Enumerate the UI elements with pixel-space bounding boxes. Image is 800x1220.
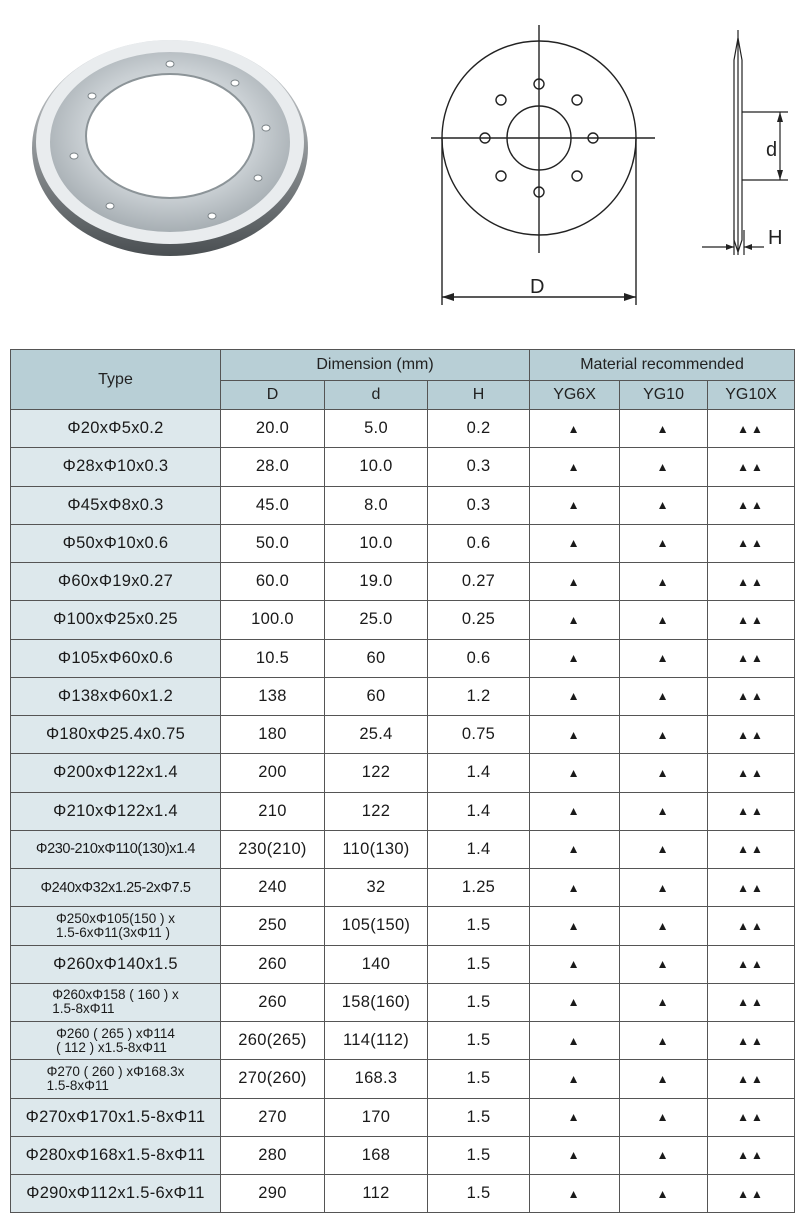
cell-yg10: ▲ xyxy=(620,983,708,1021)
cell-yg10x: ▲▲ xyxy=(708,907,795,945)
cell-d: 105(150) xyxy=(325,907,428,945)
label-D: D xyxy=(530,276,545,298)
header-yg6x: YG6X xyxy=(530,381,620,410)
cell-H: 1.25 xyxy=(428,869,530,907)
type-line: Φ270 ( 260 ) xΦ168.3x xyxy=(46,1063,185,1079)
cell-D: 180 xyxy=(221,716,325,754)
cell-yg6x: ▲ xyxy=(530,907,620,945)
cell-yg10x: ▲▲ xyxy=(708,1175,795,1213)
type-line: Φ260xΦ158 ( 160 ) x xyxy=(52,987,179,1003)
cell-yg10: ▲ xyxy=(620,754,708,792)
label-H: H xyxy=(768,227,783,249)
type-line: Φ260 ( 265 ) xΦ114 xyxy=(56,1025,175,1041)
cell-type: Φ270xΦ170x1.5-8xΦ11 xyxy=(11,1098,221,1136)
cell-D: 210 xyxy=(221,792,325,830)
cell-type: Φ100xΦ25x0.25 xyxy=(11,601,221,639)
cell-yg10x: ▲▲ xyxy=(708,945,795,983)
cell-yg10: ▲ xyxy=(620,792,708,830)
header-d: d xyxy=(325,381,428,410)
table-row xyxy=(11,945,795,983)
cell-type: Φ230-210xΦ110(130)x1.4 xyxy=(11,830,221,868)
cell-H: 0.25 xyxy=(428,601,530,639)
cell-type xyxy=(11,983,221,1021)
table-row xyxy=(11,830,795,868)
cell-yg10: ▲ xyxy=(620,524,708,562)
header-yg10: YG10 xyxy=(620,381,708,410)
table-row xyxy=(11,410,795,448)
cell-yg6x: ▲ xyxy=(530,869,620,907)
cell-d: 140 xyxy=(325,945,428,983)
cell-yg6x: ▲ xyxy=(530,601,620,639)
table-row xyxy=(11,1136,795,1174)
cell-H: 0.75 xyxy=(428,716,530,754)
cell-yg10: ▲ xyxy=(620,1098,708,1136)
cell-D: 60.0 xyxy=(221,563,325,601)
cell-yg6x: ▲ xyxy=(530,945,620,983)
cell-D: 100.0 xyxy=(221,601,325,639)
cell-yg6x: ▲ xyxy=(530,524,620,562)
table-row xyxy=(11,524,795,562)
cell-yg6x: ▲ xyxy=(530,677,620,715)
cell-yg10x: ▲▲ xyxy=(708,754,795,792)
cell-yg6x: ▲ xyxy=(530,1136,620,1174)
cell-yg10x: ▲▲ xyxy=(708,792,795,830)
cell-d: 8.0 xyxy=(325,486,428,524)
cell-D: 260 xyxy=(221,983,325,1021)
table-row xyxy=(11,716,795,754)
cell-d: 168.3 xyxy=(325,1060,428,1098)
cell-yg6x: ▲ xyxy=(530,410,620,448)
cell-type xyxy=(11,1060,221,1098)
cell-d: 110(130) xyxy=(325,830,428,868)
cell-d: 170 xyxy=(325,1098,428,1136)
header-yg10x: YG10X xyxy=(708,381,795,410)
cell-type: Φ280xΦ168x1.5-8xΦ11 xyxy=(11,1136,221,1174)
cell-H: 1.5 xyxy=(428,1098,530,1136)
cell-yg6x: ▲ xyxy=(530,563,620,601)
table-body xyxy=(11,410,795,1213)
table-row xyxy=(11,448,795,486)
cell-yg10x: ▲▲ xyxy=(708,1098,795,1136)
cell-yg10x: ▲▲ xyxy=(708,1136,795,1174)
table-row xyxy=(11,486,795,524)
cell-H: 0.27 xyxy=(428,563,530,601)
cell-yg10x: ▲▲ xyxy=(708,1022,795,1060)
table-row xyxy=(11,792,795,830)
cell-yg10: ▲ xyxy=(620,563,708,601)
cell-D: 200 xyxy=(221,754,325,792)
cell-D: 250 xyxy=(221,907,325,945)
cell-yg6x: ▲ xyxy=(530,830,620,868)
cell-type: Φ210xΦ122x1.4 xyxy=(11,792,221,830)
cell-D: 260(265) xyxy=(221,1022,325,1060)
cell-yg10: ▲ xyxy=(620,716,708,754)
cell-yg10: ▲ xyxy=(620,869,708,907)
cell-type: Φ45xΦ8x0.3 xyxy=(11,486,221,524)
cell-D: 270 xyxy=(221,1098,325,1136)
cell-type xyxy=(11,1022,221,1060)
cell-yg10: ▲ xyxy=(620,945,708,983)
cell-d: 60 xyxy=(325,677,428,715)
cell-yg10: ▲ xyxy=(620,1175,708,1213)
cell-d: 19.0 xyxy=(325,563,428,601)
cell-d: 112 xyxy=(325,1175,428,1213)
cell-D: 50.0 xyxy=(221,524,325,562)
cell-yg10x: ▲▲ xyxy=(708,983,795,1021)
cell-yg10x: ▲▲ xyxy=(708,716,795,754)
spec-table xyxy=(10,349,795,1213)
cell-yg10: ▲ xyxy=(620,1136,708,1174)
table-row xyxy=(11,907,795,945)
cell-type: Φ105xΦ60x0.6 xyxy=(11,639,221,677)
cell-type: Φ60xΦ19x0.27 xyxy=(11,563,221,601)
cell-yg10x: ▲▲ xyxy=(708,869,795,907)
header-type: Type xyxy=(11,350,221,410)
cell-H: 1.4 xyxy=(428,754,530,792)
cell-d: 5.0 xyxy=(325,410,428,448)
side-view-drawing xyxy=(700,30,795,255)
cell-yg10x: ▲▲ xyxy=(708,563,795,601)
header-dimension: Dimension (mm) xyxy=(221,350,530,381)
cell-yg10: ▲ xyxy=(620,1022,708,1060)
label-d: d xyxy=(766,139,778,161)
cell-d: 60 xyxy=(325,639,428,677)
cell-yg10x: ▲▲ xyxy=(708,601,795,639)
cell-H: 1.4 xyxy=(428,792,530,830)
face-view-drawing xyxy=(425,25,665,310)
cell-type: Φ28xΦ10x0.3 xyxy=(11,448,221,486)
cell-H: 0.2 xyxy=(428,410,530,448)
cell-d: 114(112) xyxy=(325,1022,428,1060)
cell-yg10: ▲ xyxy=(620,1060,708,1098)
cell-yg10x: ▲▲ xyxy=(708,410,795,448)
cell-yg10: ▲ xyxy=(620,601,708,639)
cell-H: 0.6 xyxy=(428,639,530,677)
cell-yg10: ▲ xyxy=(620,486,708,524)
cell-H: 0.3 xyxy=(428,448,530,486)
type-line: ( 112 ) x1.5-8xΦ11 xyxy=(56,1039,167,1055)
cell-d: 25.4 xyxy=(325,716,428,754)
table-row xyxy=(11,1060,795,1098)
cell-yg6x: ▲ xyxy=(530,486,620,524)
cell-H: 1.5 xyxy=(428,1136,530,1174)
cell-D: 260 xyxy=(221,945,325,983)
cell-D: 10.5 xyxy=(221,639,325,677)
cell-d: 32 xyxy=(325,869,428,907)
header-material: Material recommended xyxy=(530,350,795,381)
cell-yg6x: ▲ xyxy=(530,983,620,1021)
cell-type: Φ240xΦ32x1.25-2xΦ7.5 xyxy=(11,869,221,907)
cell-H: 1.5 xyxy=(428,907,530,945)
cell-d: 10.0 xyxy=(325,524,428,562)
cell-type: Φ138xΦ60x1.2 xyxy=(11,677,221,715)
table-header-row xyxy=(11,350,795,381)
cell-H: 1.4 xyxy=(428,830,530,868)
cell-H: 1.5 xyxy=(428,1175,530,1213)
cell-d: 122 xyxy=(325,792,428,830)
type-line: 1.5-8xΦ11 xyxy=(46,1077,109,1093)
cell-yg10x: ▲▲ xyxy=(708,524,795,562)
cell-H: 1.5 xyxy=(428,1060,530,1098)
cell-yg10: ▲ xyxy=(620,677,708,715)
type-line: 1.5-8xΦ11 xyxy=(52,1001,115,1017)
cell-type: Φ260xΦ140x1.5 xyxy=(11,945,221,983)
cell-type xyxy=(11,907,221,945)
cell-H: 0.6 xyxy=(428,524,530,562)
table-row xyxy=(11,869,795,907)
cell-yg6x: ▲ xyxy=(530,1022,620,1060)
cell-D: 290 xyxy=(221,1175,325,1213)
cell-D: 28.0 xyxy=(221,448,325,486)
cell-H: 1.5 xyxy=(428,945,530,983)
type-line: Φ250xΦ105(150 ) x xyxy=(55,910,176,926)
table-row xyxy=(11,983,795,1021)
cell-type: Φ50xΦ10x0.6 xyxy=(11,524,221,562)
cell-yg10: ▲ xyxy=(620,830,708,868)
table-row xyxy=(11,677,795,715)
cell-yg6x: ▲ xyxy=(530,1175,620,1213)
cell-d: 10.0 xyxy=(325,448,428,486)
cell-H: 1.5 xyxy=(428,983,530,1021)
cell-type: Φ290xΦ112x1.5-6xΦ11 xyxy=(11,1175,221,1213)
table-row xyxy=(11,1098,795,1136)
table-row xyxy=(11,601,795,639)
cell-D: 240 xyxy=(221,869,325,907)
cell-D: 45.0 xyxy=(221,486,325,524)
cell-D: 280 xyxy=(221,1136,325,1174)
header-H: H xyxy=(428,381,530,410)
cell-d: 25.0 xyxy=(325,601,428,639)
cell-D: 270(260) xyxy=(221,1060,325,1098)
cell-yg10x: ▲▲ xyxy=(708,830,795,868)
cell-yg6x: ▲ xyxy=(530,639,620,677)
cell-yg10x: ▲▲ xyxy=(708,677,795,715)
cell-yg6x: ▲ xyxy=(530,754,620,792)
cell-yg10x: ▲▲ xyxy=(708,448,795,486)
cell-yg10x: ▲▲ xyxy=(708,639,795,677)
cell-yg10: ▲ xyxy=(620,448,708,486)
cell-yg6x: ▲ xyxy=(530,1098,620,1136)
cell-yg10x: ▲▲ xyxy=(708,486,795,524)
cell-type: Φ20xΦ5x0.2 xyxy=(11,410,221,448)
cell-yg6x: ▲ xyxy=(530,716,620,754)
cell-d: 122 xyxy=(325,754,428,792)
table-row xyxy=(11,754,795,792)
cell-yg6x: ▲ xyxy=(530,792,620,830)
blade-photo xyxy=(30,28,310,260)
header-D: D xyxy=(221,381,325,410)
cell-yg10x: ▲▲ xyxy=(708,1060,795,1098)
cell-H: 0.3 xyxy=(428,486,530,524)
cell-type: Φ180xΦ25.4x0.75 xyxy=(11,716,221,754)
cell-type: Φ200xΦ122x1.4 xyxy=(11,754,221,792)
table-row xyxy=(11,639,795,677)
cell-yg6x: ▲ xyxy=(530,448,620,486)
cell-H: 1.5 xyxy=(428,1022,530,1060)
cell-H: 1.2 xyxy=(428,677,530,715)
cell-D: 230(210) xyxy=(221,830,325,868)
cell-yg10: ▲ xyxy=(620,410,708,448)
cell-yg10: ▲ xyxy=(620,907,708,945)
table-row xyxy=(11,563,795,601)
cell-d: 168 xyxy=(325,1136,428,1174)
cell-D: 138 xyxy=(221,677,325,715)
table-row xyxy=(11,1175,795,1213)
cell-yg10: ▲ xyxy=(620,639,708,677)
cell-yg6x: ▲ xyxy=(530,1060,620,1098)
cell-d: 158(160) xyxy=(325,983,428,1021)
table-row xyxy=(11,1022,795,1060)
type-line: 1.5-6xΦ11(3xΦ11 ) xyxy=(55,924,171,940)
cell-D: 20.0 xyxy=(221,410,325,448)
